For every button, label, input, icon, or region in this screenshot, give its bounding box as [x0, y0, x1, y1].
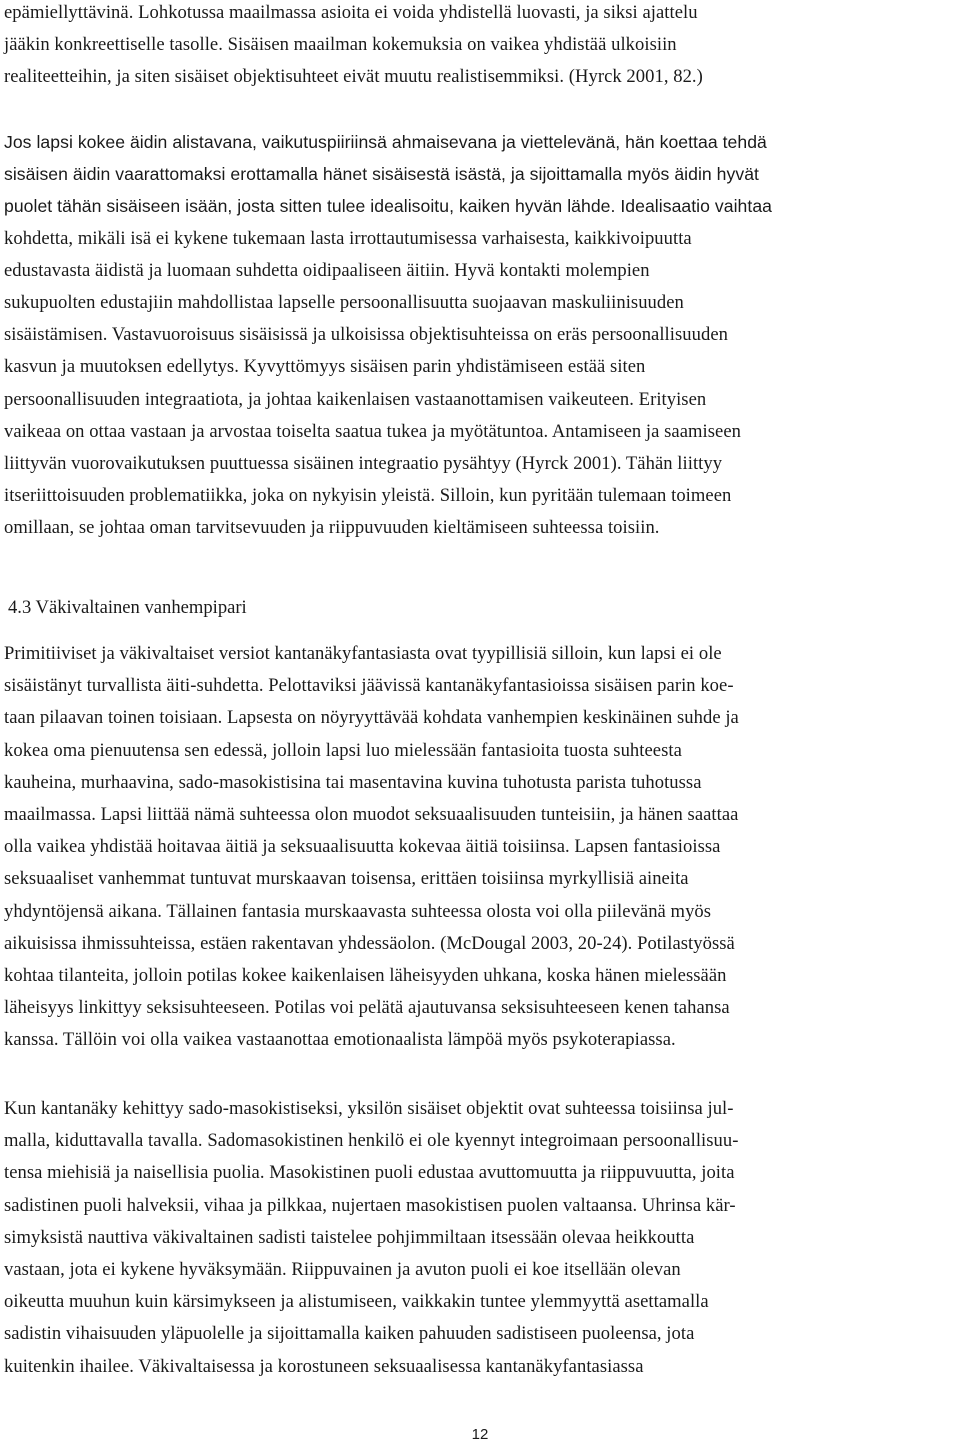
text-line: epämiellyttävinä. Lohkotussa maailmassa asioita ei voida yhdistellä luovasti, ja siksi ajattelu	[4, 2, 698, 23]
text-line: tensa miehisiä ja naisellisia puolia. Masokistinen puoli edustaa avuttomuutta ja riippuvuutta, joita	[4, 1162, 735, 1184]
text-line: kuitenkin ihailee. Väkivaltaisessa ja korostuneen seksuaalisessa kantanäkyfantasiassa	[4, 1355, 644, 1377]
text-line: edustavasta äidistä ja luomaan suhdetta oidipaaliseen äitiin. Hyvä kontakti molempien	[4, 259, 650, 281]
text-line: kanssa. Tällöin voi olla vaikea vastaanottaa emotionaalista lämpöä myös psykoterapiassa.	[4, 1029, 676, 1051]
text-line: realiteetteihin, ja siten sisäiset objektisuhteet eivät muutu realistisemmiksi. (Hyrck 2001, 82.)	[4, 66, 703, 88]
text-line: malla, kiduttavalla tavalla. Sadomasokistinen henkilö ei ole kyennyt integroimaan persoonallisuu-	[4, 1130, 739, 1152]
text-line: vastaan, jota ei kykene hyväksymään. Riippuvainen ja avuton puoli ei koe itsellään olevan	[4, 1259, 681, 1281]
section-heading: 4.3 Väkivaltainen vanhempipari	[8, 597, 247, 618]
text-line: Kun kantanäky kehittyy sado-masokistiseksi, yksilön sisäiset objektit ovat suhteessa toisiinsa jul-	[4, 1098, 734, 1119]
text-line: kasvun ja muutoksen edellytys. Kyvyttömyys sisäisen parin yhdistämiseen estää siten	[4, 356, 646, 378]
text-line: sisäisen äidin vaarattomaksi erottamalla hänet sisäisestä isästä, ja sijoittamalla myös äidin hyvät	[4, 164, 759, 185]
text-line: yhdyntöjensä aikana. Tällainen fantasia murskaavasta suhteessa olosta voi olla piilevänä myös	[4, 900, 712, 922]
text-line: olla vaikea yhdistää hoitavaa äitiä ja seksuaalisuutta kokevaa äitiä toisiinsa. Lapsen fantasioissa	[4, 836, 721, 858]
paragraph-3	[4, 1093, 956, 1383]
text-line: jääkin konkreettiselle tasolle. Sisäisen maailman kokemuksia on vaikea yhdistää ulkoisiin	[4, 34, 677, 56]
paragraph-2	[4, 638, 956, 1057]
text-line: seksuaaliset vanhemmat tuntuvat murskaavan toisensa, erittäen toisiinsa myrkyllisiä aineita	[4, 868, 689, 890]
text-line: oikeutta muuhun kuin kärsimykseen ja alistumiseen, vaikkakin tuntee ylemmyyttä asettamalla	[4, 1291, 709, 1313]
text-line: liittyvän vuorovaikutuksen puuttuessa sisäinen integraatio pysähtyy (Hyrck 2001). Tähän liittyy	[4, 453, 723, 475]
text-line: kohdetta, mikäli isä ei kykene tukemaan lasta irrottautumisessa varhaisesta, kaikkivoipuutta	[4, 227, 692, 249]
text-line: puolet tähän sisäiseen isään, josta sitten tulee idealisoitu, kaiken hyvän lähde. Idealisaatio vaihtaa	[4, 196, 772, 217]
text-line: persoonallisuuden integraatiota, ja johtaa kaikenlaisen vastaanottamisen vaikeuteen. Erityisen	[4, 388, 707, 410]
text-line: sadistinen puoli halveksii, vihaa ja pilkkaa, nujertaen masokistisen puolen valtaansa. Uhrinsa kär-	[4, 1194, 736, 1216]
text-line: aikuisissa ihmissuhteissa, estäen rakentavan yhdessäolon. (McDougal 2003, 20-24). Potilastyössä	[4, 932, 735, 954]
page-number: 12	[471, 1426, 489, 1443]
text-line: maailmassa. Lapsi liittää nämä suhteessa olon muodot seksuaalisuuden tunteisiin, ja hänen saattaa	[4, 804, 739, 826]
text-line: vaikeaa on ottaa vastaan ja arvostaa toiselta saatua tukea ja myötätuntoa. Antamiseen ja saamiseen	[4, 420, 742, 442]
text-line: kauheina, murhaavina, sado-masokistisina tai masentavina kuvina tuhotusta parista tuhotussa	[4, 771, 702, 793]
text-line: kokea oma pienuutensa sen edessä, jolloin lapsi luo mielessään fantasioita tuosta suhteesta	[4, 739, 682, 761]
text-line: omillaan, se johtaa oman tarvitsevuuden ja riippuvuuden kieltämiseen suhteessa toisiin.	[4, 517, 660, 539]
text-line: sisäistämisen. Vastavuoroisuus sisäisissä ja ulkoisissa objektisuhteissa on eräs persoonallisuuden	[4, 324, 728, 346]
text-line: sukupuolten edustajiin mahdollistaa lapselle persoonallisuutta suojaavan maskuliinisuuden	[4, 292, 684, 314]
paragraph-intro	[4, 0, 956, 94]
text-line: sadistin vihaisuuden yläpuolelle ja sijoittamalla kaiken pahuuden sadistiseen puoleensa, jota	[4, 1323, 695, 1345]
text-line: kohtaa tilanteita, jolloin potilas kokee kaikenlaisen läheisyyden uhkana, koska hänen mielessään	[4, 965, 727, 987]
text-line: Jos lapsi kokee äidin alistavana, vaikutuspiiriinsä ahmaisevana ja viettelevänä, hän koettaa tehdä	[4, 132, 767, 152]
text-line: läheisyys linkittyy seksisuhteeseen. Potilas voi pelätä ajautuvansa seksisuhteeseen kenen tahansa	[4, 997, 730, 1019]
paragraph-1	[4, 126, 956, 545]
text-line: taan pilaavan toinen toisiaan. Lapsesta on nöyryyttävää kohdata vanhempien keskinäinen suhde ja	[4, 707, 739, 729]
text-line: simyksistä nauttiva väkivaltainen sadisti taistelee pohjimmiltaan itsessään olevaa heikkoutta	[4, 1226, 695, 1248]
text-line: Primitiiviset ja väkivaltaiset versiot kantanäkyfantasiasta ovat tyypillisiä silloin, kun lapsi ei ole	[4, 643, 722, 664]
text-line: sisäistänyt turvallista äiti-suhdetta. Pelottaviksi jäävissä kantanäkyfantasioissa sisäisen parin koe-	[4, 675, 734, 697]
text-line: itseriittoisuuden problematiikka, joka on nykyisin yleistä. Silloin, kun pyritään tulemaan toimeen	[4, 485, 732, 507]
